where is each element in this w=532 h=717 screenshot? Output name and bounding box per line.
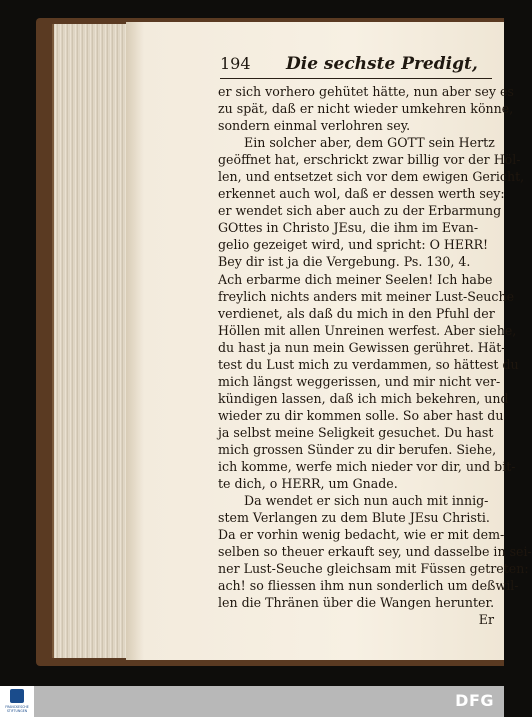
footer-bar: [0, 686, 504, 717]
institution-logo[interactable]: [0, 686, 34, 717]
text-line: kündigen lassen, daß ich mich bekehren, und: [218, 390, 509, 406]
text-line: erkennet auch wol, daß er dessen werth sey:: [218, 186, 505, 202]
dfg-logo[interactable]: DFG: [455, 691, 494, 710]
text-line: GOttes in Christo JEsu, die ihm im Evan-: [218, 220, 479, 236]
text-line: geöffnet hat, erschrickt zwar billig vor der Höl-: [218, 152, 521, 168]
text-line: Da wendet er sich nun auch mit innig-: [244, 493, 489, 509]
text-line: mich längst weggerissen, und mir nicht ver-: [218, 373, 501, 389]
logo-text: FRANCKESCHE STIFTUNGEN: [5, 705, 29, 713]
text-line: selben so theuer erkauft sey, und dasselbe in sei-: [218, 544, 532, 560]
text-line: er sich vorhero gehütet hätte, nun aber sey es: [218, 84, 514, 99]
text-line: te dich, o HERR, um Gnade.: [218, 476, 398, 492]
catchword: Er: [478, 612, 494, 628]
text-line: sondern einmal verlohren sey.: [218, 118, 411, 134]
header-rule: [220, 78, 492, 79]
text-line: wieder zu dir kommen solle. So aber hast du: [218, 407, 504, 423]
running-title: Die sechste Predigt,: [286, 54, 478, 74]
text-line: ich komme, werfe mich nieder vor dir, und bit-: [218, 459, 516, 475]
page-edges: [52, 24, 130, 658]
text-line: Bey dir ist ja die Vergebung. Ps. 130, 4.: [218, 254, 471, 270]
text-line: er wendet sich aber auch zu der Erbarmung: [218, 203, 502, 219]
text-line: Da er vorhin wenig bedacht, wie er mit dem-: [218, 527, 505, 543]
text-line: len die Thränen über die Wangen herunter.: [218, 595, 495, 611]
logo-emblem-icon: [10, 689, 24, 703]
text-line: Höllen mit allen Unreinen werfest. Aber siehe,: [218, 322, 517, 338]
text-line: gelio gezeiget wird, und spricht: O HERR!: [218, 237, 489, 253]
text-line: freylich nichts anders mit meiner Lust-Seuche: [218, 288, 515, 304]
text-line: Ach erbarme dich meiner Seelen! Ich habe: [218, 271, 493, 287]
sermon-text: [218, 83, 532, 629]
page-header: [220, 54, 492, 76]
text-line: ner Lust-Seuche gleichsam mit Füssen getreten:: [218, 561, 529, 577]
page-number: 194: [220, 54, 251, 73]
text-line: verdienet, als daß du mich in den Pfuhl der: [218, 305, 495, 321]
text-line: du hast ja nun mein Gewissen gerühret. Hät-: [218, 339, 506, 355]
text-line: len, und entsetzet sich vor dem ewigen Gericht,: [218, 169, 525, 185]
text-line: stem Verlangen zu dem Blute JEsu Christi.: [218, 510, 490, 526]
text-line: ja selbst meine Seligkeit gesuchet. Du hast: [218, 424, 494, 440]
text-line: Ein solcher aber, dem GOTT sein Hertz: [244, 135, 495, 151]
text-line: test du Lust mich zu verdammen, so hättest du: [218, 356, 519, 372]
text-line: ach! so fliessen ihm nun sonderlich um deßwil-: [218, 578, 519, 594]
text-line: zu spät, daß er nicht wieder umkehren könne,: [218, 101, 514, 117]
text-line: mich grossen Sünder zu dir berufen. Siehe,: [218, 441, 497, 457]
